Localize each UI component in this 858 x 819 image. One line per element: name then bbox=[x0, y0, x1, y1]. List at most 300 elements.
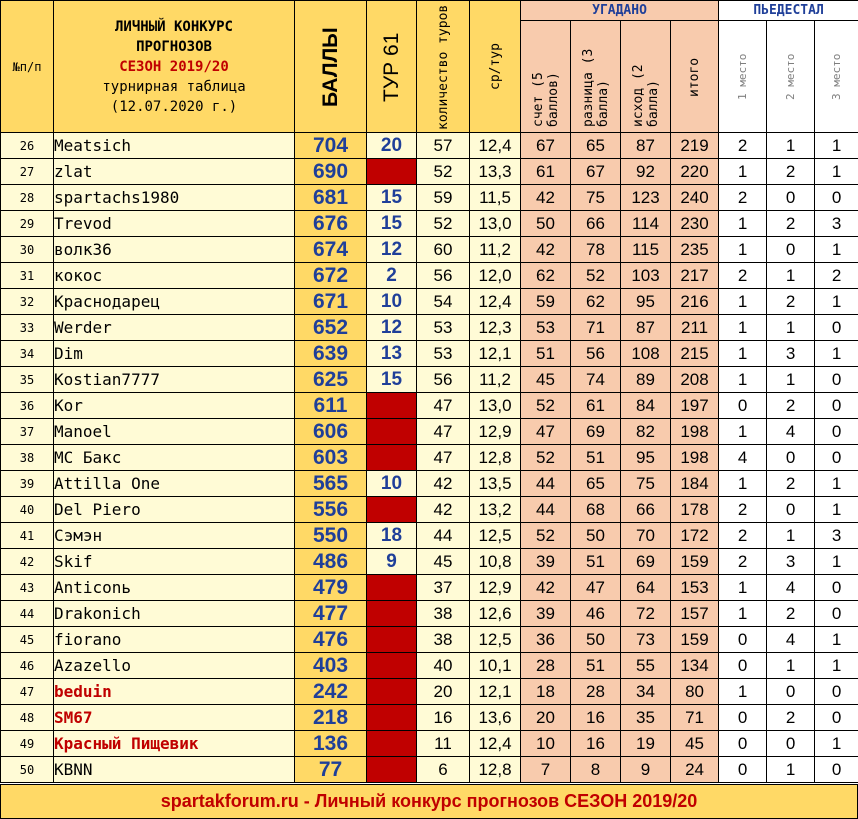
tours-count-cell: 38 bbox=[417, 601, 470, 627]
total-hits-cell: 71 bbox=[671, 705, 719, 731]
score-hits-cell: 44 bbox=[521, 497, 571, 523]
score-hits-cell: 52 bbox=[521, 393, 571, 419]
place3-cell: 0 bbox=[815, 757, 858, 783]
tour-missed-cell bbox=[367, 575, 417, 601]
outcome-hits-cell: 35 bbox=[621, 705, 671, 731]
place3-cell: 2 bbox=[815, 263, 858, 289]
outcome-hits-cell: 84 bbox=[621, 393, 671, 419]
score-hits-cell: 50 bbox=[521, 211, 571, 237]
diff-hits-cell: 16 bbox=[571, 705, 621, 731]
place2-cell: 2 bbox=[767, 289, 815, 315]
outcome-hits-cell: 34 bbox=[621, 679, 671, 705]
tour-points-cell: 10 bbox=[367, 289, 417, 315]
table-row bbox=[1, 523, 858, 549]
points-cell: 556 bbox=[295, 497, 367, 523]
table-row bbox=[1, 731, 858, 757]
table-row bbox=[1, 419, 858, 445]
place2-cell: 1 bbox=[767, 263, 815, 289]
place2-cell: 4 bbox=[767, 419, 815, 445]
outcome-hits-cell: 72 bbox=[621, 601, 671, 627]
participant-name: KBNN bbox=[54, 757, 295, 783]
title-line2: ПРОГНОЗОВ bbox=[136, 38, 212, 55]
place1-cell: 1 bbox=[719, 575, 767, 601]
total-hits-cell: 240 bbox=[671, 185, 719, 211]
table-row bbox=[1, 627, 858, 653]
outcome-hits-cell: 70 bbox=[621, 523, 671, 549]
score-hits-cell: 20 bbox=[521, 705, 571, 731]
place1-cell: 0 bbox=[719, 757, 767, 783]
tour-points-cell: 20 bbox=[367, 133, 417, 159]
place1-cell: 0 bbox=[719, 393, 767, 419]
avg-cell: 13,2 bbox=[470, 497, 521, 523]
outcome-hits-cell: 69 bbox=[621, 549, 671, 575]
tour-points-cell: 15 bbox=[367, 367, 417, 393]
outcome-hits-cell: 55 bbox=[621, 653, 671, 679]
table-row bbox=[1, 185, 858, 211]
outcome-hits-cell: 64 bbox=[621, 575, 671, 601]
tours-count-cell: 56 bbox=[417, 367, 470, 393]
place2-cell: 2 bbox=[767, 601, 815, 627]
place1-cell: 2 bbox=[719, 497, 767, 523]
score-hits-cell: 44 bbox=[521, 471, 571, 497]
table-row bbox=[1, 393, 858, 419]
score-hits-cell: 18 bbox=[521, 679, 571, 705]
points-cell: 676 bbox=[295, 211, 367, 237]
table-row bbox=[1, 757, 858, 783]
place1-cell: 2 bbox=[719, 263, 767, 289]
col-header-tours-count: количество туров bbox=[417, 1, 470, 133]
place3-cell: 0 bbox=[815, 393, 858, 419]
total-hits-cell: 220 bbox=[671, 159, 719, 185]
place1-cell: 1 bbox=[719, 419, 767, 445]
participant-name: fiorano bbox=[54, 627, 295, 653]
place1-cell: 1 bbox=[719, 601, 767, 627]
row-number: 45 bbox=[1, 627, 54, 653]
avg-cell: 12,8 bbox=[470, 445, 521, 471]
diff-hits-cell: 50 bbox=[571, 627, 621, 653]
row-number: 36 bbox=[1, 393, 54, 419]
total-hits-cell: 216 bbox=[671, 289, 719, 315]
avg-cell: 10,8 bbox=[470, 549, 521, 575]
tours-count-cell: 11 bbox=[417, 731, 470, 757]
col-header-place1: 1 место bbox=[719, 21, 767, 133]
place2-cell: 2 bbox=[767, 471, 815, 497]
diff-hits-cell: 50 bbox=[571, 523, 621, 549]
place3-cell: 1 bbox=[815, 289, 858, 315]
place3-cell: 1 bbox=[815, 341, 858, 367]
place3-cell: 1 bbox=[815, 471, 858, 497]
score-hits-cell: 52 bbox=[521, 523, 571, 549]
outcome-hits-cell: 82 bbox=[621, 419, 671, 445]
place2-cell: 1 bbox=[767, 315, 815, 341]
place2-cell: 0 bbox=[767, 679, 815, 705]
tours-count-cell: 54 bbox=[417, 289, 470, 315]
tour-points-cell: 2 bbox=[367, 263, 417, 289]
diff-hits-cell: 52 bbox=[571, 263, 621, 289]
tour-missed-cell bbox=[367, 731, 417, 757]
total-hits-cell: 235 bbox=[671, 237, 719, 263]
tours-count-cell: 53 bbox=[417, 341, 470, 367]
place1-cell: 4 bbox=[719, 445, 767, 471]
participant-name: Werder bbox=[54, 315, 295, 341]
points-cell: 681 bbox=[295, 185, 367, 211]
tour-missed-cell bbox=[367, 627, 417, 653]
total-hits-cell: 45 bbox=[671, 731, 719, 757]
tours-count-cell: 56 bbox=[417, 263, 470, 289]
place1-cell: 2 bbox=[719, 185, 767, 211]
participant-name: Сэмэн bbox=[54, 523, 295, 549]
tour-missed-cell bbox=[367, 393, 417, 419]
total-hits-cell: 198 bbox=[671, 445, 719, 471]
total-hits-cell: 217 bbox=[671, 263, 719, 289]
row-number: 28 bbox=[1, 185, 54, 211]
place1-cell: 1 bbox=[719, 341, 767, 367]
avg-cell: 13,0 bbox=[470, 211, 521, 237]
place1-cell: 0 bbox=[719, 653, 767, 679]
participant-name: beduin bbox=[54, 679, 295, 705]
place1-cell: 1 bbox=[719, 367, 767, 393]
diff-hits-cell: 65 bbox=[571, 133, 621, 159]
place2-cell: 0 bbox=[767, 731, 815, 757]
avg-cell: 13,0 bbox=[470, 393, 521, 419]
place3-cell: 3 bbox=[815, 523, 858, 549]
total-hits-cell: 215 bbox=[671, 341, 719, 367]
outcome-hits-cell: 108 bbox=[621, 341, 671, 367]
diff-hits-cell: 66 bbox=[571, 211, 621, 237]
diff-hits-cell: 28 bbox=[571, 679, 621, 705]
score-hits-cell: 7 bbox=[521, 757, 571, 783]
avg-cell: 11,5 bbox=[470, 185, 521, 211]
tour-missed-cell bbox=[367, 159, 417, 185]
season-label: СЕЗОН 2019/20 bbox=[119, 58, 229, 75]
tours-count-cell: 57 bbox=[417, 133, 470, 159]
avg-cell: 13,5 bbox=[470, 471, 521, 497]
col-header-place3: 3 место bbox=[815, 21, 858, 133]
place3-cell: 1 bbox=[815, 497, 858, 523]
place1-cell: 1 bbox=[719, 679, 767, 705]
tour-points-cell: 12 bbox=[367, 315, 417, 341]
col-header-points: БАЛЛЫ bbox=[295, 1, 367, 133]
place3-cell: 0 bbox=[815, 419, 858, 445]
table-row bbox=[1, 211, 858, 237]
participant-name: Красный Пищевик bbox=[54, 731, 295, 757]
table-row bbox=[1, 315, 858, 341]
tours-count-cell: 42 bbox=[417, 471, 470, 497]
total-hits-cell: 153 bbox=[671, 575, 719, 601]
total-hits-cell: 184 bbox=[671, 471, 719, 497]
points-cell: 565 bbox=[295, 471, 367, 497]
avg-cell: 12,4 bbox=[470, 133, 521, 159]
tours-count-cell: 20 bbox=[417, 679, 470, 705]
diff-hits-cell: 8 bbox=[571, 757, 621, 783]
points-cell: 477 bbox=[295, 601, 367, 627]
avg-cell: 12,1 bbox=[470, 679, 521, 705]
total-hits-cell: 159 bbox=[671, 549, 719, 575]
points-cell: 550 bbox=[295, 523, 367, 549]
score-hits-cell: 42 bbox=[521, 237, 571, 263]
score-hits-cell: 42 bbox=[521, 185, 571, 211]
participant-name: Краснодарец bbox=[54, 289, 295, 315]
diff-hits-cell: 46 bbox=[571, 601, 621, 627]
participant-name: Meatsich bbox=[54, 133, 295, 159]
tours-count-cell: 40 bbox=[417, 653, 470, 679]
participant-name: кокос bbox=[54, 263, 295, 289]
place2-cell: 2 bbox=[767, 393, 815, 419]
tours-count-cell: 53 bbox=[417, 315, 470, 341]
outcome-hits-cell: 9 bbox=[621, 757, 671, 783]
table-row bbox=[1, 263, 858, 289]
score-hits-cell: 42 bbox=[521, 575, 571, 601]
outcome-hits-cell: 95 bbox=[621, 289, 671, 315]
table-row bbox=[1, 679, 858, 705]
row-number: 34 bbox=[1, 341, 54, 367]
row-number: 27 bbox=[1, 159, 54, 185]
avg-cell: 12,6 bbox=[470, 601, 521, 627]
avg-cell: 12,1 bbox=[470, 341, 521, 367]
place2-cell: 0 bbox=[767, 185, 815, 211]
table-date: (12.07.2020 г.) bbox=[110, 98, 238, 115]
row-number: 38 bbox=[1, 445, 54, 471]
place3-cell: 1 bbox=[815, 133, 858, 159]
points-cell: 242 bbox=[295, 679, 367, 705]
participant-name: SM67 bbox=[54, 705, 295, 731]
outcome-hits-cell: 114 bbox=[621, 211, 671, 237]
outcome-hits-cell: 75 bbox=[621, 471, 671, 497]
participant-name: zlat bbox=[54, 159, 295, 185]
tours-count-cell: 52 bbox=[417, 211, 470, 237]
outcome-hits-cell: 95 bbox=[621, 445, 671, 471]
place3-cell: 1 bbox=[815, 159, 858, 185]
avg-cell: 12,5 bbox=[470, 627, 521, 653]
total-hits-cell: 211 bbox=[671, 315, 719, 341]
row-number: 50 bbox=[1, 757, 54, 783]
table-row bbox=[1, 653, 858, 679]
avg-cell: 12,8 bbox=[470, 757, 521, 783]
outcome-hits-cell: 92 bbox=[621, 159, 671, 185]
score-hits-cell: 52 bbox=[521, 445, 571, 471]
tour-missed-cell bbox=[367, 757, 417, 783]
row-number: 30 bbox=[1, 237, 54, 263]
outcome-hits-cell: 73 bbox=[621, 627, 671, 653]
place3-cell: 1 bbox=[815, 549, 858, 575]
outcome-hits-cell: 66 bbox=[621, 497, 671, 523]
place2-cell: 1 bbox=[767, 757, 815, 783]
outcome-hits-cell: 103 bbox=[621, 263, 671, 289]
score-hits-cell: 39 bbox=[521, 549, 571, 575]
total-hits-cell: 178 bbox=[671, 497, 719, 523]
table-title-cell bbox=[54, 1, 295, 133]
points-cell: 671 bbox=[295, 289, 367, 315]
points-cell: 603 bbox=[295, 445, 367, 471]
participant-name: spartachs1980 bbox=[54, 185, 295, 211]
table-row bbox=[1, 133, 858, 159]
avg-cell: 12,5 bbox=[470, 523, 521, 549]
row-number: 48 bbox=[1, 705, 54, 731]
place2-cell: 1 bbox=[767, 133, 815, 159]
points-cell: 77 bbox=[295, 757, 367, 783]
place3-cell: 0 bbox=[815, 315, 858, 341]
participant-name: MC Бакс bbox=[54, 445, 295, 471]
participant-name: Manoel bbox=[54, 419, 295, 445]
total-hits-cell: 197 bbox=[671, 393, 719, 419]
table-row bbox=[1, 575, 858, 601]
outcome-hits-cell: 19 bbox=[621, 731, 671, 757]
diff-hits-cell: 56 bbox=[571, 341, 621, 367]
place2-cell: 3 bbox=[767, 549, 815, 575]
table-row bbox=[1, 367, 858, 393]
place3-cell: 0 bbox=[815, 367, 858, 393]
place1-cell: 1 bbox=[719, 211, 767, 237]
place3-cell: 0 bbox=[815, 601, 858, 627]
points-cell: 486 bbox=[295, 549, 367, 575]
row-number: 37 bbox=[1, 419, 54, 445]
row-number: 40 bbox=[1, 497, 54, 523]
group-header-podium: ПЬЕДЕСТАЛ bbox=[719, 1, 858, 21]
row-number: 35 bbox=[1, 367, 54, 393]
tour-points-cell: 18 bbox=[367, 523, 417, 549]
table-row bbox=[1, 159, 858, 185]
participant-name: волк36 bbox=[54, 237, 295, 263]
header-row-top bbox=[1, 1, 858, 21]
row-number: 49 bbox=[1, 731, 54, 757]
tours-count-cell: 47 bbox=[417, 393, 470, 419]
row-number: 26 bbox=[1, 133, 54, 159]
tours-count-cell: 42 bbox=[417, 497, 470, 523]
row-number: 33 bbox=[1, 315, 54, 341]
score-hits-cell: 36 bbox=[521, 627, 571, 653]
points-cell: 611 bbox=[295, 393, 367, 419]
participant-name: Attilla One bbox=[54, 471, 295, 497]
place3-cell: 1 bbox=[815, 653, 858, 679]
col-header-place2: 2 место bbox=[767, 21, 815, 133]
tours-count-cell: 47 bbox=[417, 419, 470, 445]
avg-cell: 10,1 bbox=[470, 653, 521, 679]
table-row bbox=[1, 549, 858, 575]
diff-hits-cell: 51 bbox=[571, 653, 621, 679]
total-hits-cell: 230 bbox=[671, 211, 719, 237]
diff-hits-cell: 51 bbox=[571, 549, 621, 575]
tours-count-cell: 38 bbox=[417, 627, 470, 653]
avg-cell: 12,9 bbox=[470, 419, 521, 445]
tour-points-cell: 12 bbox=[367, 237, 417, 263]
tours-count-cell: 52 bbox=[417, 159, 470, 185]
place1-cell: 0 bbox=[719, 731, 767, 757]
points-cell: 672 bbox=[295, 263, 367, 289]
table-row bbox=[1, 497, 858, 523]
place1-cell: 2 bbox=[719, 523, 767, 549]
table-row bbox=[1, 471, 858, 497]
avg-cell: 11,2 bbox=[470, 367, 521, 393]
diff-hits-cell: 74 bbox=[571, 367, 621, 393]
total-hits-cell: 172 bbox=[671, 523, 719, 549]
table-row bbox=[1, 237, 858, 263]
diff-hits-cell: 75 bbox=[571, 185, 621, 211]
row-number: 46 bbox=[1, 653, 54, 679]
points-cell: 479 bbox=[295, 575, 367, 601]
avg-cell: 12,4 bbox=[470, 289, 521, 315]
place2-cell: 2 bbox=[767, 211, 815, 237]
place2-cell: 3 bbox=[767, 341, 815, 367]
tour-missed-cell bbox=[367, 601, 417, 627]
points-cell: 704 bbox=[295, 133, 367, 159]
place3-cell: 1 bbox=[815, 731, 858, 757]
row-number: 44 bbox=[1, 601, 54, 627]
row-number: 42 bbox=[1, 549, 54, 575]
place2-cell: 0 bbox=[767, 445, 815, 471]
row-number: 47 bbox=[1, 679, 54, 705]
avg-cell: 12,3 bbox=[470, 315, 521, 341]
tours-count-cell: 37 bbox=[417, 575, 470, 601]
participant-name: Dim bbox=[54, 341, 295, 367]
place2-cell: 1 bbox=[767, 653, 815, 679]
place2-cell: 2 bbox=[767, 159, 815, 185]
points-cell: 606 bbox=[295, 419, 367, 445]
col-header-tour: ТУР 61 bbox=[367, 1, 417, 133]
diff-hits-cell: 62 bbox=[571, 289, 621, 315]
outcome-hits-cell: 87 bbox=[621, 133, 671, 159]
points-cell: 652 bbox=[295, 315, 367, 341]
tour-missed-cell bbox=[367, 653, 417, 679]
total-hits-cell: 24 bbox=[671, 757, 719, 783]
diff-hits-cell: 67 bbox=[571, 159, 621, 185]
total-hits-cell: 134 bbox=[671, 653, 719, 679]
place1-cell: 1 bbox=[719, 315, 767, 341]
points-cell: 639 bbox=[295, 341, 367, 367]
avg-cell: 11,2 bbox=[470, 237, 521, 263]
table-row bbox=[1, 445, 858, 471]
table-row bbox=[1, 705, 858, 731]
title-line1: ЛИЧНЫЙ КОНКУРС bbox=[114, 18, 233, 35]
col-header-total: итого bbox=[671, 21, 719, 133]
outcome-hits-cell: 123 bbox=[621, 185, 671, 211]
place3-cell: 0 bbox=[815, 185, 858, 211]
tours-count-cell: 44 bbox=[417, 523, 470, 549]
tours-count-cell: 59 bbox=[417, 185, 470, 211]
diff-hits-cell: 69 bbox=[571, 419, 621, 445]
score-hits-cell: 59 bbox=[521, 289, 571, 315]
place1-cell: 1 bbox=[719, 289, 767, 315]
place1-cell: 0 bbox=[719, 627, 767, 653]
tour-points-cell: 15 bbox=[367, 211, 417, 237]
outcome-hits-cell: 115 bbox=[621, 237, 671, 263]
total-hits-cell: 198 bbox=[671, 419, 719, 445]
avg-cell: 13,3 bbox=[470, 159, 521, 185]
points-cell: 690 bbox=[295, 159, 367, 185]
place3-cell: 1 bbox=[815, 627, 858, 653]
place3-cell: 0 bbox=[815, 445, 858, 471]
diff-hits-cell: 71 bbox=[571, 315, 621, 341]
row-number: 43 bbox=[1, 575, 54, 601]
avg-cell: 12,0 bbox=[470, 263, 521, 289]
points-cell: 218 bbox=[295, 705, 367, 731]
points-cell: 476 bbox=[295, 627, 367, 653]
footer-banner: spartakforum.ru - Личный конкурс прогнозов СЕЗОН 2019/20 bbox=[0, 784, 858, 819]
tour-missed-cell bbox=[367, 445, 417, 471]
score-hits-cell: 28 bbox=[521, 653, 571, 679]
score-hits-cell: 39 bbox=[521, 601, 571, 627]
table-row bbox=[1, 601, 858, 627]
outcome-hits-cell: 89 bbox=[621, 367, 671, 393]
diff-hits-cell: 61 bbox=[571, 393, 621, 419]
total-hits-cell: 159 bbox=[671, 627, 719, 653]
diff-hits-cell: 65 bbox=[571, 471, 621, 497]
points-cell: 674 bbox=[295, 237, 367, 263]
total-hits-cell: 219 bbox=[671, 133, 719, 159]
outcome-hits-cell: 87 bbox=[621, 315, 671, 341]
tours-count-cell: 45 bbox=[417, 549, 470, 575]
score-hits-cell: 45 bbox=[521, 367, 571, 393]
avg-cell: 12,9 bbox=[470, 575, 521, 601]
